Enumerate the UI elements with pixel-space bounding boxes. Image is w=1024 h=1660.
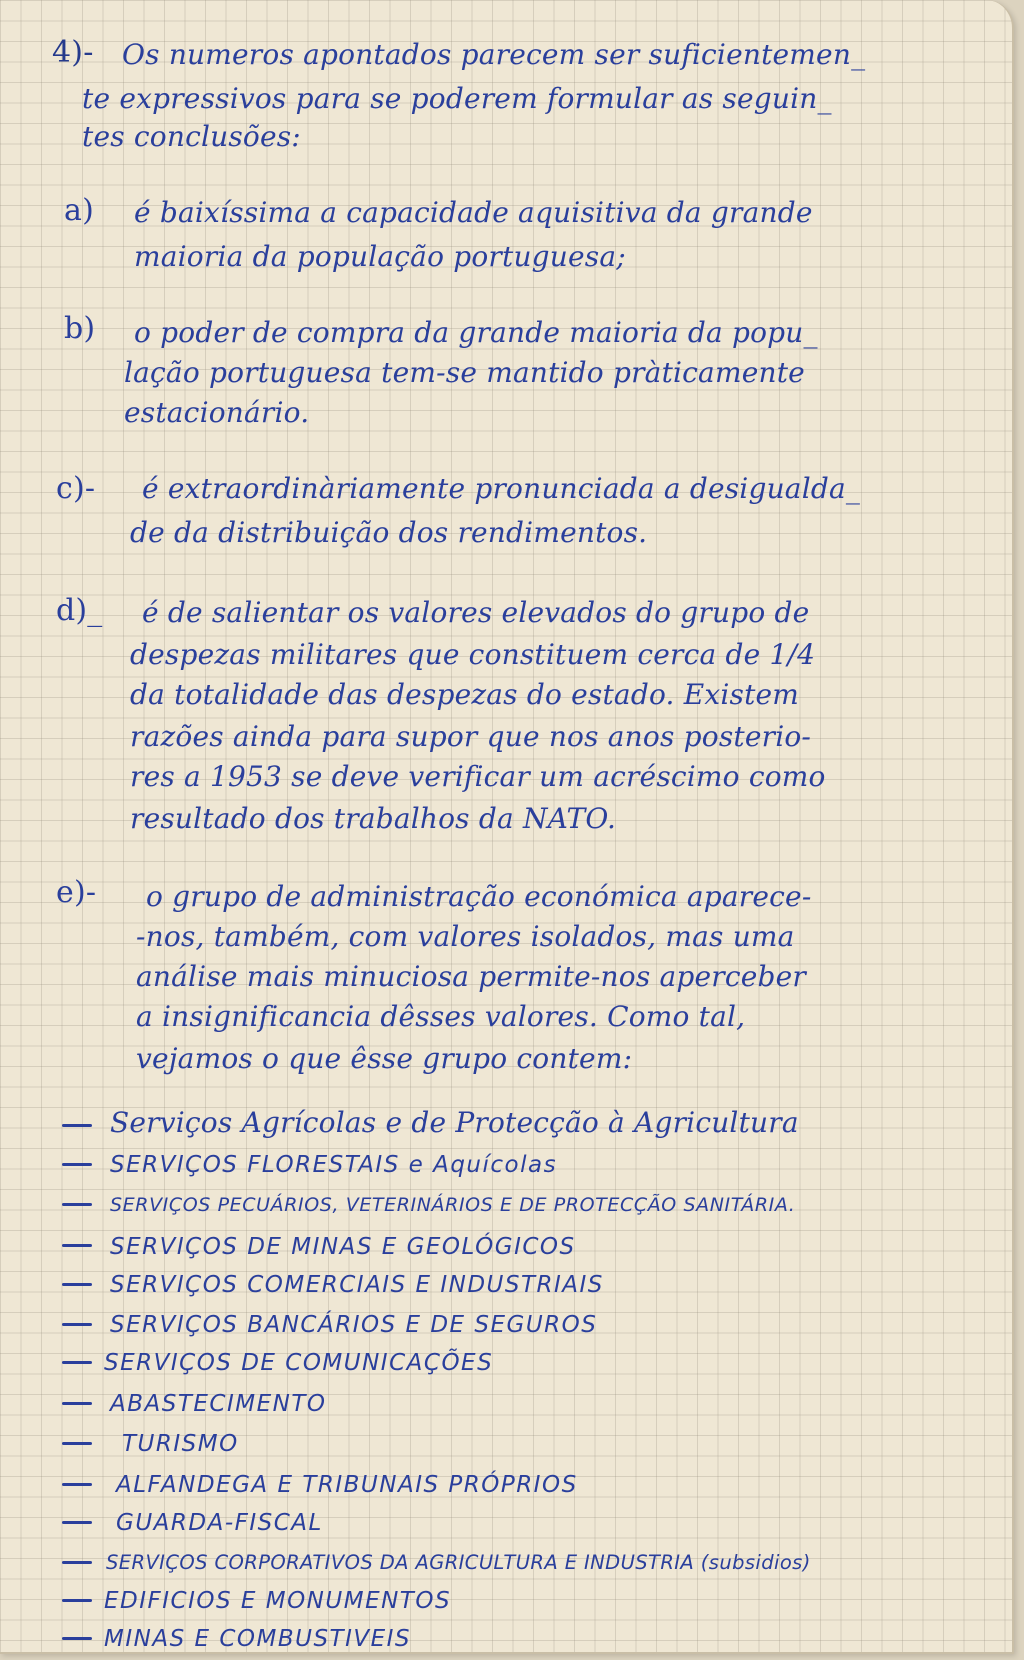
- list-dash: [62, 1361, 92, 1364]
- item-d-line-2: despezas militares que constituem cerca de 1/4: [130, 638, 816, 671]
- list-item: SERVIÇOS COMERCIAIS E INDUSTRIAIS: [110, 1272, 604, 1298]
- list-item: EDIFICIOS E MONUMENTOS: [104, 1588, 452, 1614]
- list-item: SERVIÇOS BANCÁRIOS E DE SEGUROS: [110, 1312, 598, 1338]
- section-number: 4)-: [52, 35, 94, 70]
- list-dash: [62, 1599, 92, 1602]
- item-e-line-2: -nos, também, com valores isolados, mas uma: [136, 920, 795, 953]
- list-dash: [62, 1637, 92, 1640]
- item-e-line-5: vejamos o que êsse grupo contem:: [136, 1042, 633, 1075]
- list-dash: [62, 1244, 92, 1247]
- item-e-line-1: o grupo de administração económica aparece-: [146, 880, 812, 913]
- item-c-line-1: é extraordinàriamente pronunciada a desigualda_: [142, 472, 861, 505]
- list-dash: [62, 1203, 92, 1206]
- list-dash: [62, 1283, 92, 1286]
- list-item: Serviços Agrícolas e de Protecção à Agricultura: [110, 1106, 799, 1139]
- list-item: SERVIÇOS PECUÁRIOS, VETERINÁRIOS E DE PROTECÇÃO SANITÁRIA.: [110, 1194, 796, 1216]
- list-dash: [62, 1323, 92, 1326]
- list-item: MINAS E COMBUSTIVEIS: [104, 1626, 412, 1652]
- item-b-line-1: o poder de compra da grande maioria da popu_: [134, 316, 818, 349]
- item-e-line-3: análise mais minuciosa permite-nos aperceber: [136, 960, 806, 993]
- item-c-line-2: de da distribuição dos rendimentos.: [130, 516, 648, 549]
- list-item: SERVIÇOS DE COMUNICAÇÕES: [104, 1350, 494, 1376]
- list-item: ABASTECIMENTO: [110, 1391, 327, 1417]
- item-d-line-6: resultado dos trabalhos da NATO.: [130, 802, 617, 835]
- list-item: GUARDA-FISCAL: [116, 1510, 323, 1536]
- item-d-line-1: é de salientar os valores elevados do grupo de: [142, 596, 810, 629]
- list-dash: [62, 1483, 92, 1486]
- list-dash: [62, 1521, 92, 1524]
- list-item: TURISMO: [122, 1431, 239, 1457]
- list-dash: [62, 1402, 92, 1405]
- item-e-line-4: a insignificancia dêsses valores. Como tal,: [136, 1000, 746, 1033]
- list-dash: [62, 1163, 92, 1166]
- item-a-label: a): [64, 193, 94, 228]
- item-b-line-3: estacionário.: [124, 396, 310, 429]
- item-a-line-2: maioria da população portuguesa;: [134, 240, 626, 273]
- item-b-line-2: lação portuguesa tem-se mantido pràticamente: [124, 356, 805, 389]
- list-dash: [62, 1124, 92, 1127]
- list-item: ALFANDEGA E TRIBUNAIS PRÓPRIOS: [116, 1472, 578, 1498]
- list-dash: [62, 1442, 92, 1445]
- item-a-line-1: é baixíssima a capacidade aquisitiva da grande: [134, 196, 813, 229]
- intro-line-2: te expressivos para se poderem formular as seguin_: [82, 82, 832, 115]
- list-item: SERVIÇOS CORPORATIVOS DA AGRICULTURA E INDUSTRIA (subsidios): [106, 1551, 811, 1574]
- item-d-label: d)_: [56, 593, 103, 628]
- list-item: SERVIÇOS DE MINAS E GEOLÓGICOS: [110, 1234, 576, 1260]
- item-c-label: c)-: [56, 471, 96, 506]
- item-d-line-4: razões ainda para supor que nos anos posterio-: [130, 720, 812, 753]
- item-b-label: b): [64, 311, 96, 346]
- list-dash: [62, 1561, 92, 1564]
- item-d-line-3: da totalidade das despezas do estado. Existem: [130, 678, 800, 711]
- list-item: SERVIÇOS FLORESTAIS e Aquícolas: [110, 1152, 558, 1178]
- intro-line-3: tes conclusões:: [82, 120, 301, 153]
- item-d-line-5: res a 1953 se deve verificar um acréscimo como: [130, 760, 826, 793]
- item-e-label: e)-: [56, 875, 97, 910]
- intro-line-1: Os numeros apontados parecem ser suficientemen_: [122, 38, 866, 71]
